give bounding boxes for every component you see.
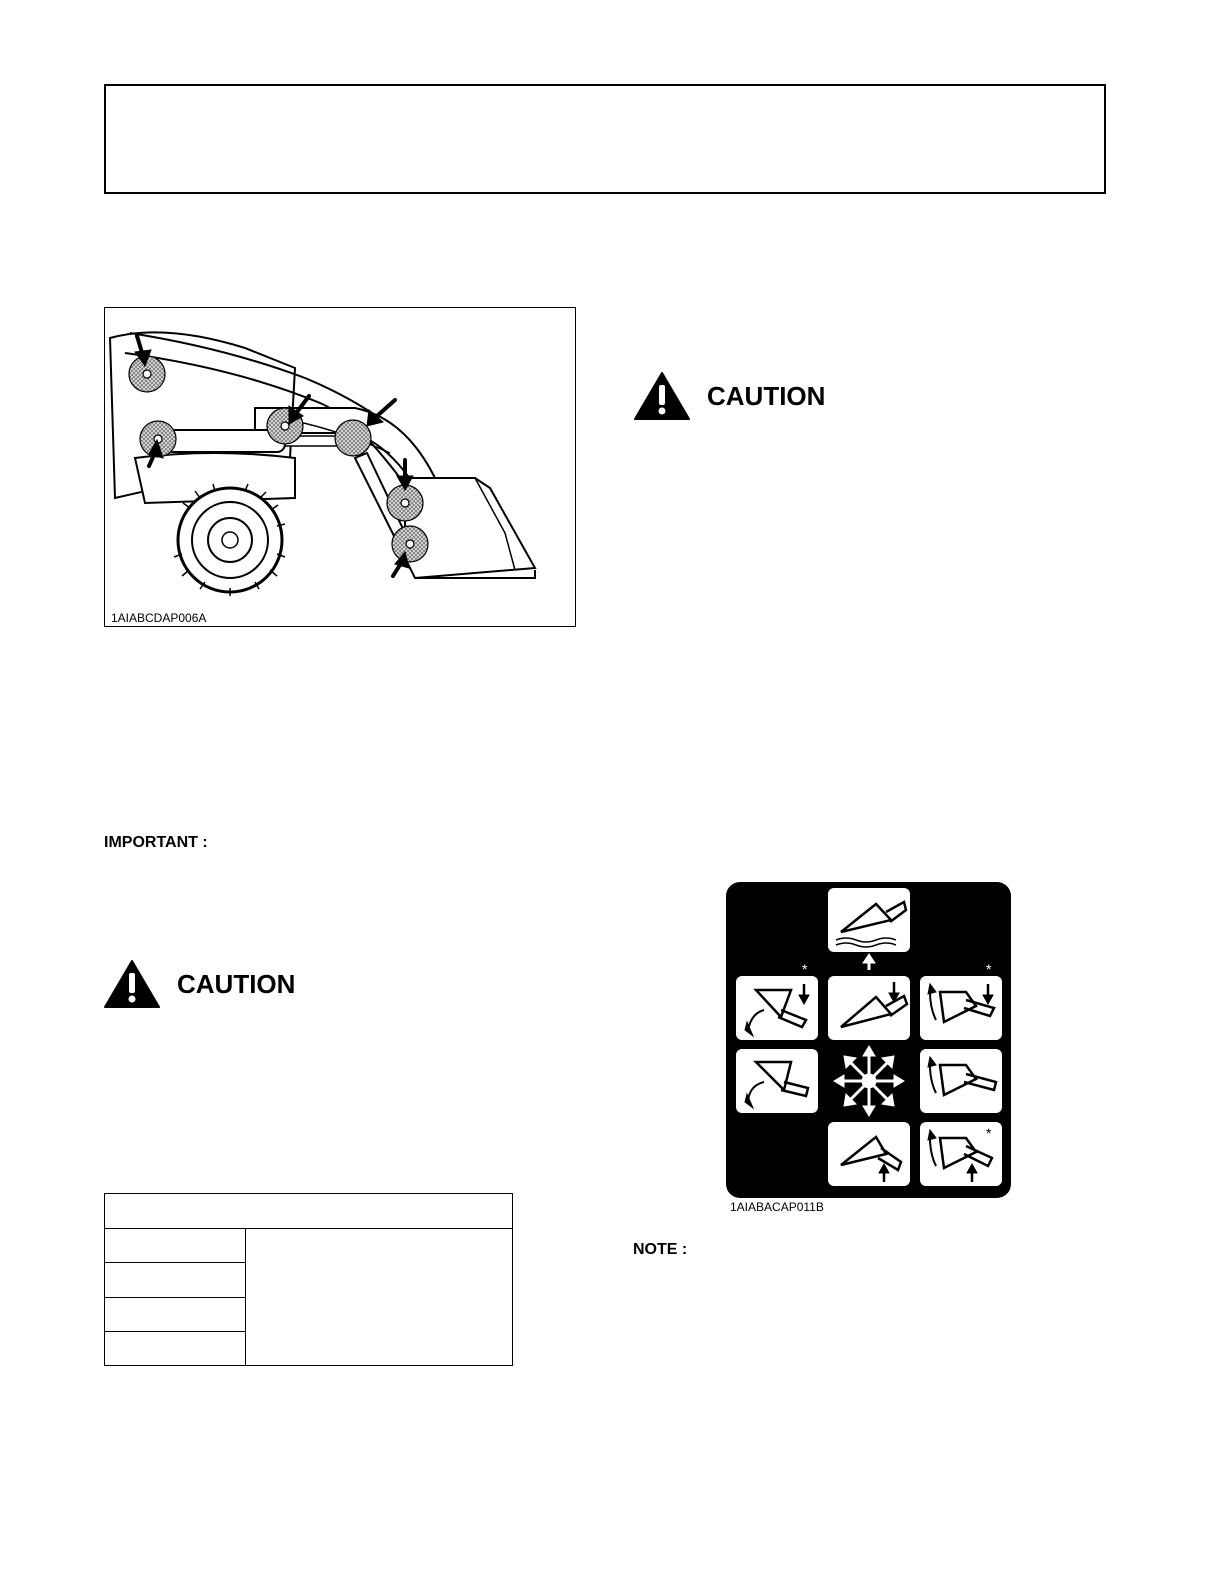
- svg-text:*: *: [986, 1125, 992, 1141]
- note-heading: [633, 1241, 687, 1259]
- loader-grease-figure: [104, 307, 576, 627]
- decal-graphic: [726, 882, 1011, 1198]
- control-lever-decal: [726, 882, 1011, 1198]
- warning-triangle-icon: [633, 371, 691, 421]
- caution-label: CAUTION: [707, 380, 826, 411]
- figure-caption: 1AIABCDAP006A: [111, 611, 207, 625]
- table-header-cell: [105, 1194, 513, 1229]
- important-label: IMPORTANT: [104, 834, 198, 851]
- caution-label: CAUTION: [177, 968, 296, 999]
- note-colon: :: [681, 1241, 688, 1258]
- table-cell: [105, 1263, 246, 1297]
- figure-caption: 1AIABACAP011B: [730, 1200, 824, 1214]
- joystick-directions-icon: [834, 1046, 904, 1116]
- table-cell: [105, 1229, 246, 1263]
- table-cell: [105, 1297, 246, 1331]
- caution-heading-left: [103, 959, 295, 1009]
- note-label: NOTE: [633, 1241, 678, 1258]
- svg-text:*: *: [986, 961, 992, 977]
- svg-text:*: *: [802, 961, 808, 977]
- table-merged-cell: [246, 1229, 513, 1366]
- caution-heading-right: [633, 371, 825, 421]
- important-heading: [104, 834, 208, 852]
- spec-table: [104, 1193, 513, 1366]
- important-colon: :: [202, 834, 208, 851]
- loader-illustration: [105, 308, 576, 627]
- warning-triangle-icon: [103, 959, 161, 1009]
- table-cell: [105, 1331, 246, 1365]
- page-header-box: [104, 84, 1106, 194]
